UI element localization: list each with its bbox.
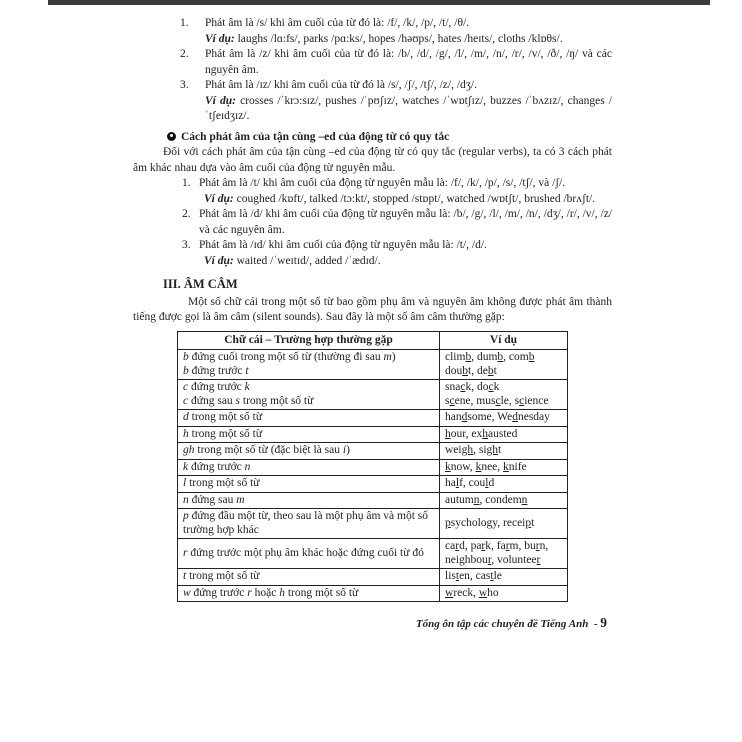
- example-line: [205, 32, 612, 48]
- rule-cell: t trong một số từ: [178, 569, 440, 586]
- example-cell: handsome, Wednesday: [440, 410, 568, 427]
- example-line: [205, 94, 612, 125]
- example-cell: hour, exhausted: [440, 426, 568, 443]
- table-row: [178, 509, 568, 539]
- example-cell-line: snack, dock: [445, 381, 500, 393]
- list-number: 1.: [182, 177, 191, 189]
- table-row: [178, 476, 568, 493]
- example-cell: know, knee, knife: [440, 459, 568, 476]
- rule-cell: l trong một số từ: [178, 476, 440, 493]
- rule-text: Phát âm là /ɪd/ khi âm cuối của động từ nguyên mẫu là: /t/, /d/.: [199, 239, 487, 251]
- example-text: laughs /lɑ:fs/, parks /pɑ:ks/, hopes /həʊps/, hates /heɪts/, cloths /klɒθs/.: [237, 32, 563, 45]
- page-footer: [133, 615, 607, 633]
- table-header-row: [178, 331, 568, 350]
- rule-text: Phát âm là /t/ khi âm cuối của động từ nguyên mẫu là: /f/, /k/, /p/, /s/, /tʃ/, và /ʃ/.: [199, 177, 566, 189]
- rule-cell-line: b đứng cuối trong một số từ (thường đi sau m): [183, 351, 396, 363]
- list-number: 3.: [180, 79, 189, 91]
- rule-cell-line: c đứng trước k: [183, 381, 250, 393]
- section-heading-am-cam: III. ÂM CÂM: [163, 277, 238, 291]
- rule-cell-line: c đứng sau s trong một số từ: [183, 394, 314, 407]
- table-row: [178, 539, 568, 569]
- table-row: [178, 443, 568, 460]
- example-cell-line: doubt, debt: [445, 364, 497, 377]
- example-cell: listen, castle: [440, 569, 568, 586]
- circled-star-bullet-icon: [167, 132, 176, 141]
- example-text: crosses /ˈkrɔ:sɪz/, pushes /ˈpʊʃɪz/, watches /ˈwɒtʃɪz/, buzzes /ˈbʌzɪz/, changes /ˈtʃeɪdʒɪz/.: [205, 94, 613, 122]
- rule-text: Phát âm là /d/ khi âm cuối của động từ nguyên mẫu là: /b/, /g/, /l/, /m/, /n/, /dʒ/, /r/, /v/, /z/ và các nguyên âm.: [199, 208, 612, 236]
- table-row: [178, 350, 568, 380]
- example-cell: card, park, farm, burn, neighbour, volunteer: [440, 539, 568, 569]
- s-ending-rules-list: [133, 16, 612, 125]
- example-cell: wreck, who: [440, 585, 568, 602]
- silent-letters-table: [177, 331, 568, 603]
- list-number: 2.: [180, 48, 189, 60]
- list-number: 3.: [182, 239, 191, 251]
- top-border-bar: [48, 0, 710, 5]
- rule-cell: p đứng đầu một từ, theo sau là một phụ âm và một số trường hợp khác: [178, 509, 440, 539]
- rule-cell: h trong một số từ: [178, 426, 440, 443]
- list-item: [133, 207, 612, 238]
- example-label: Ví dụ:: [205, 94, 236, 107]
- footer-dash: -: [591, 618, 598, 630]
- example-label: Ví dụ:: [205, 32, 235, 45]
- page-content: [133, 16, 612, 633]
- list-number: 1.: [180, 17, 189, 29]
- table-row: [178, 492, 568, 509]
- rule-text: Phát âm là /ɪz/ khi âm cuối của từ đó là /s/, /ʃ/, /tʃ/, /z/, /dʒ/.: [205, 79, 477, 91]
- example-line: [199, 192, 612, 208]
- list-item: [133, 16, 612, 47]
- table-row: [178, 410, 568, 427]
- rule-cell: n đứng sau m: [178, 492, 440, 509]
- footer-book-title: Tổng ôn tập các chuyên đề Tiếng Anh: [415, 618, 589, 630]
- rule-cell: gh trong một số từ (đặc biệt là sau i): [178, 443, 440, 460]
- example-label: Ví dụ:: [204, 254, 234, 267]
- example-cell: weigh, sight: [440, 443, 568, 460]
- table-row: [178, 569, 568, 586]
- example-text: coughed /kɒft/, talked /tɔ:kt/, stopped /stɒpt/, watched /wɒtʃt/, brushed /brʌʃt/.: [236, 192, 596, 205]
- list-item: [133, 238, 612, 269]
- table-row: [178, 426, 568, 443]
- rule-cell-line: b đứng trước t: [183, 364, 249, 377]
- ed-section-heading: [167, 130, 612, 146]
- column-header-letter-case: Chữ cái – Trường hợp thường gặp: [178, 331, 440, 350]
- example-cell: psychology, receipt: [440, 509, 568, 539]
- list-item: [133, 47, 612, 78]
- column-header-example: Ví dụ: [440, 331, 568, 350]
- list-item: [133, 78, 612, 125]
- ed-section-intro: Đối với cách phát âm của tận cùng –ed của động từ có quy tắc (regular verbs), ta có 3 cách phát âm khác nhau dựa vào âm cuối của động từ nguyên mẫu.: [133, 146, 612, 174]
- example-label: Ví dụ:: [204, 192, 234, 205]
- table-row: [178, 380, 568, 410]
- rule-cell: k đứng trước n: [178, 459, 440, 476]
- example-cell-line: scene, muscle, science: [445, 394, 549, 407]
- rule-text: Phát âm là /z/ khi âm cuối của từ đó là: /b/, /d/, /g/, /l/, /m/, /n/, /r/, /v/, /ð/, /ŋ/ và các nguyên âm.: [205, 48, 612, 76]
- list-item: [133, 176, 612, 207]
- example-line: [199, 254, 612, 270]
- silent-section-intro: Một số chữ cái trong một số từ bao gồm phụ âm và nguyên âm không được phát âm thành tiếng được gọi là âm câm (silent sounds). Sau đây là một số âm câm thường gặp:: [133, 295, 612, 323]
- example-cell: autumn, condemn: [440, 492, 568, 509]
- table-row: [178, 585, 568, 602]
- example-cell: half, could: [440, 476, 568, 493]
- ed-heading-text: Cách phát âm của tận cùng –ed của động từ có quy tắc: [181, 130, 450, 143]
- table-row: [178, 459, 568, 476]
- example-cell-line: climb, dumb, comb: [445, 351, 535, 363]
- footer-page-number: 9: [600, 615, 607, 630]
- rule-cell: r đứng trước một phụ âm khác hoặc đứng cuối từ đó: [178, 539, 440, 569]
- list-number: 2.: [182, 208, 191, 220]
- ed-rules-list: [133, 176, 612, 269]
- rule-cell: w đứng trước r hoặc h trong một số từ: [178, 585, 440, 602]
- example-text: waited /ˈweɪtɪd/, added /ˈædɪd/.: [236, 254, 381, 267]
- rule-cell: d trong một số từ: [178, 410, 440, 427]
- rule-text: Phát âm là /s/ khi âm cuối của từ đó là: /f/, /k/, /p/, /t/, /θ/.: [205, 17, 470, 29]
